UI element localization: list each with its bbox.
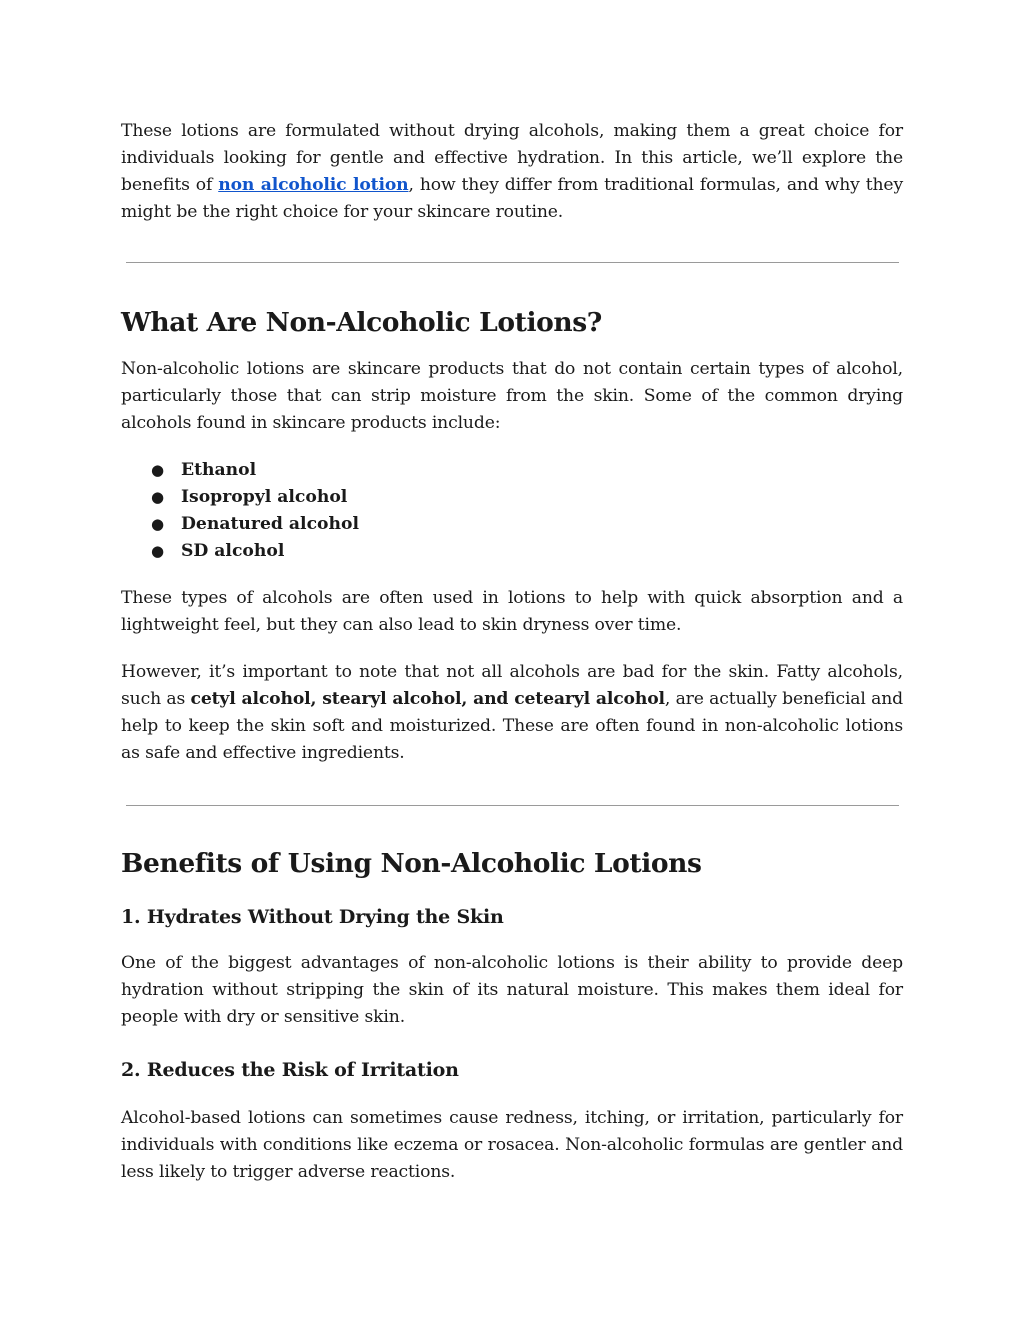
- list-item-label: Denatured alcohol: [181, 514, 359, 534]
- list-item: [121, 511, 903, 538]
- usage-paragraph: These types of alcohols are often used in lotions to help with quick absorption and a lightweight feel, but they can also lead to skin dryness over time.: [121, 588, 903, 635]
- intro-paragraph: [121, 118, 903, 226]
- fatty-alcohols-text-end: , are actually beneficial and help to keep the skin soft and moisturized. These are often found in non-alcoholic lotions as safe and effective ingredients.: [121, 689, 903, 763]
- section-divider: [126, 262, 899, 263]
- section-heading-what-are: What Are Non-Alcoholic Lotions?: [121, 307, 602, 338]
- subheading-hydrates: 1. Hydrates Without Drying the Skin: [121, 906, 504, 928]
- section-divider: [126, 805, 899, 806]
- bullet-icon: ●: [151, 542, 165, 560]
- irritation-paragraph: Alcohol-based lotions can sometimes cause redness, itching, or irritation, particularly for individuals with conditions like eczema or rosacea. Non-alcoholic formulas are gentler and less likely to trigger adverse reactions.: [121, 1108, 903, 1182]
- intro-text-end: , how they differ from traditional formulas, and why they might be the right choice for your skincare routine.: [121, 175, 903, 222]
- fatty-alcohols-text-start: However, it’s important to note that not all alcohols are bad for the skin. Fatty alcohols, such as: [121, 662, 903, 709]
- bullet-icon: ●: [151, 515, 165, 533]
- list-item-label: Isopropyl alcohol: [181, 487, 348, 507]
- document-body: [121, 118, 903, 1186]
- drying-alcohols-list: [121, 457, 903, 565]
- definition-paragraph: Non-alcoholic lotions are skincare products that do not contain certain types of alcohol, particularly those that can strip moisture from the skin. Some of the common drying alcohols found in skincare products include:: [121, 359, 903, 433]
- fatty-alcohols-names: cetyl alcohol, stearyl alcohol, and cetearyl alcohol: [190, 689, 665, 709]
- list-item: [121, 457, 903, 484]
- list-item-label: SD alcohol: [181, 541, 285, 561]
- list-item: [121, 484, 903, 511]
- bullet-icon: ●: [151, 461, 165, 479]
- non-alcoholic-lotion-link[interactable]: non alcoholic lotion: [218, 175, 409, 195]
- list-item: [121, 538, 903, 565]
- subheading-irritation: 2. Reduces the Risk of Irritation: [121, 1059, 459, 1081]
- fatty-alcohols-paragraph: [121, 659, 903, 767]
- list-item-label: Ethanol: [181, 460, 257, 480]
- section-heading-benefits: Benefits of Using Non-Alcoholic Lotions: [121, 848, 702, 879]
- hydrates-paragraph: One of the biggest advantages of non-alcoholic lotions is their ability to provide deep hydration without stripping the skin of its natural moisture. This makes them ideal for people with dry or sensitive skin.: [121, 953, 903, 1027]
- intro-text-start: These lotions are formulated without drying alcohols, making them a great choice for individuals looking for gentle and effective hydration. In this article, we’ll explore the benefits of: [121, 121, 903, 195]
- bullet-icon: ●: [151, 488, 165, 506]
